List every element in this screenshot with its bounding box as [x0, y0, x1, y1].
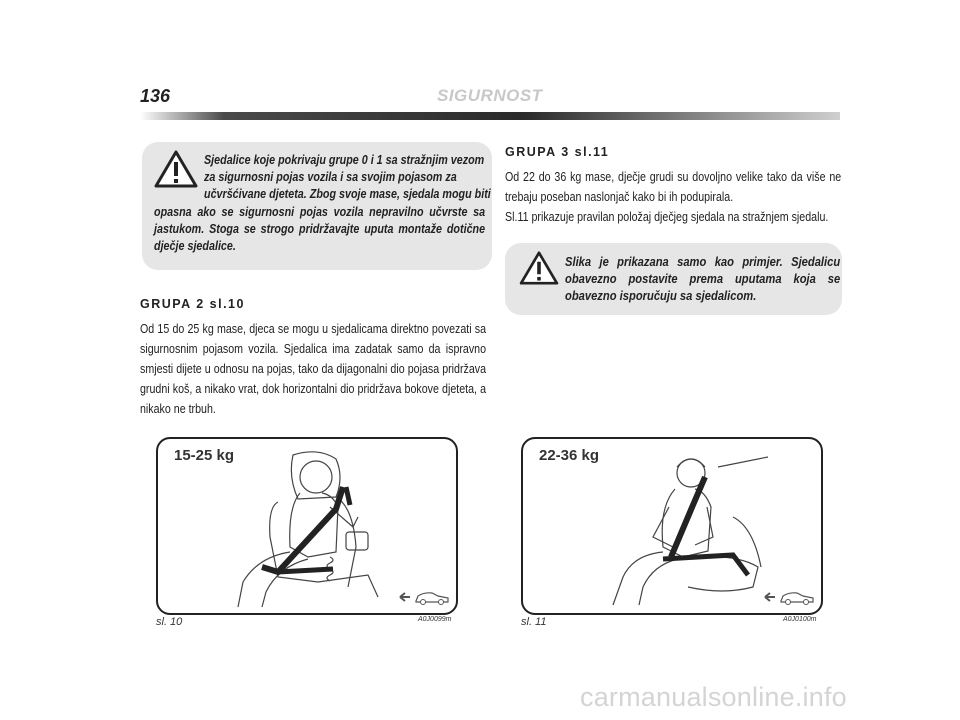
figure-11-code: A0J0100m: [783, 616, 817, 623]
figure-10: [156, 437, 458, 615]
arrow-left-car-icon: [398, 587, 450, 607]
warning-text-body: opasna ako se sigurnosni pojas vozila nepravilno učvrste sa jastukom. Stoga se strogo pridržavajte uputa montaže dotične dječje sjedalice.: [154, 205, 486, 253]
figure-11: [521, 437, 823, 615]
warning-text-line: učvršćivane djeteta. Zbog svoje mase, sjedala mogu biti: [204, 187, 491, 201]
child-on-booster-cushion-illustration: [583, 447, 773, 609]
group2-paragraph: Od 15 do 25 kg mase, djeca se mogu u sjedalicama direktno povezati sa sigurnosnim pojasom vozila. Sjedalica ima zadatak samo da ispravno smjesti dijete u odnosu na pojas, tako da dijagonalni dio pojasa pridržava grudni koš, a nikako vrat, dok horizontalni dio pridržava bokove djeteta, a nikako ne trbuh.: [140, 321, 487, 416]
page-number: 136: [140, 86, 171, 106]
warning-box-example: [505, 243, 842, 315]
group3-paragraph2: Sl.11 prikazuje pravilan položaj dječjeg sjedala na stražnjem sjedalu.: [505, 209, 829, 224]
warning-text-body: Slika je prikazana samo kao primjer. Sjedalicu obavezno postavite prema uputama koja se obavezno isporučuju sa sjedalicom.: [565, 254, 841, 303]
warning-box-child-seats: [142, 142, 492, 270]
figure-11-caption: sl. 11: [521, 616, 547, 628]
figure-weight-label: 15-25 kg: [174, 447, 235, 464]
header-rule: [140, 112, 840, 120]
watermark: carmanualsonline.info: [580, 682, 847, 712]
figure-weight-label: 22-36 kg: [539, 447, 600, 464]
warning-triangle-icon: [154, 150, 198, 188]
group2-heading: GRUPA 2 sl.10: [140, 297, 245, 311]
warning-triangle-icon: [519, 251, 559, 285]
group3-paragraph1: Od 22 do 36 kg mase, dječje grudi su dovoljno velike tako da više ne trebaju poseban naslonjač kako bi ih podupirala.: [505, 169, 842, 204]
group3-heading: GRUPA 3 sl.11: [505, 145, 610, 159]
figure-10-code: A0J0099m: [418, 616, 452, 623]
figure-10-caption: sl. 10: [156, 616, 183, 628]
section-title: SIGURNOST: [437, 86, 543, 105]
arrow-left-car-icon: [763, 587, 815, 607]
child-in-booster-seat-illustration: [218, 447, 398, 609]
warning-text-line: Sjedalice koje pokrivaju grupe 0 i 1 sa stražnjim vezom: [204, 153, 485, 167]
warning-text-line: za sigurnosni pojas vozila i sa svojim pojasom za: [204, 170, 457, 184]
